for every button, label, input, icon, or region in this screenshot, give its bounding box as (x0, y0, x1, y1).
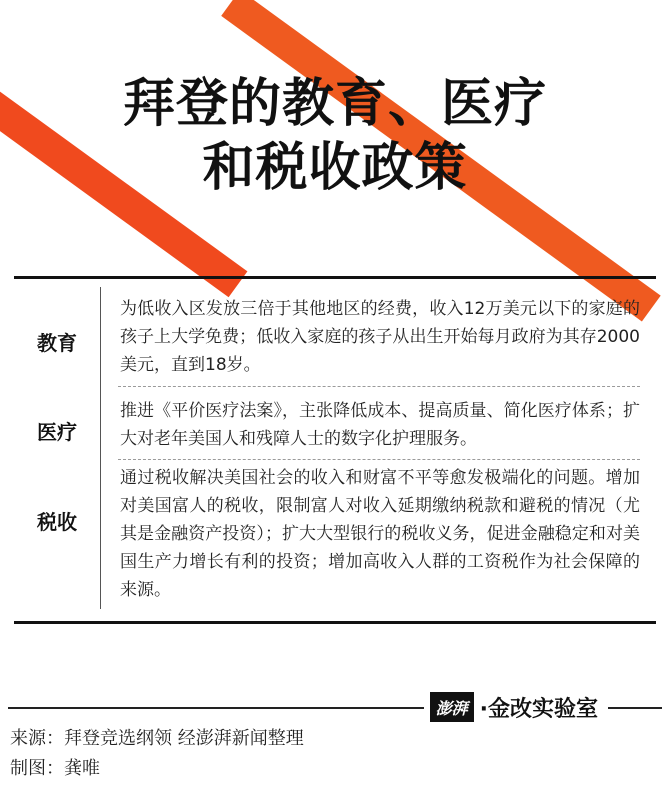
section-label-healthcare: 医疗 (37, 420, 77, 444)
section-divider (118, 459, 640, 460)
credit-note: 制图：龚唯 (10, 758, 100, 779)
title-line-1: 拜登的教育、医疗 (122, 74, 547, 134)
source-note: 来源：拜登竞选纲领 经澎湃新闻整理 (10, 728, 304, 749)
brand-badge (424, 689, 608, 725)
table-top-rule (14, 276, 656, 279)
table-bottom-rule (14, 621, 656, 624)
title-line-2: 和税收政策 (202, 138, 468, 198)
brand-name: ·金改实验室 (479, 696, 598, 722)
table-column-divider (100, 287, 101, 609)
thepaper-logo: 澎湃 (430, 692, 474, 722)
section-label-education: 教育 (37, 331, 77, 355)
section-text-healthcare: 推进《平价医疗法案》，主张降低成本、提高质量、简化医疗体系；扩大对老年美国人和残障人士的数字化护理服务。 (120, 401, 640, 449)
section-text-education: 为低收入区发放三倍于其他地区的经费，收入12万美元以下的家庭的孩子上大学免费；低收入家庭的孩子从出生开始每月政府为其存2000美元，直到18岁。 (120, 299, 640, 375)
section-label-tax: 税收 (37, 510, 77, 534)
page-title (0, 72, 670, 200)
section-text-tax: 通过税收解决美国社会的收入和财富不平等愈发极端化的问题。增加对美国富人的税收，限制富人对收入延期缴纳税款和避税的情况（尤其是金融资产投资）；扩大大型银行的税收义务，促进金融稳定和对美国生产力增长有利的投资；增加高收入人群的工资税作为社会保障的来源。 (120, 468, 640, 600)
section-divider (118, 386, 640, 387)
